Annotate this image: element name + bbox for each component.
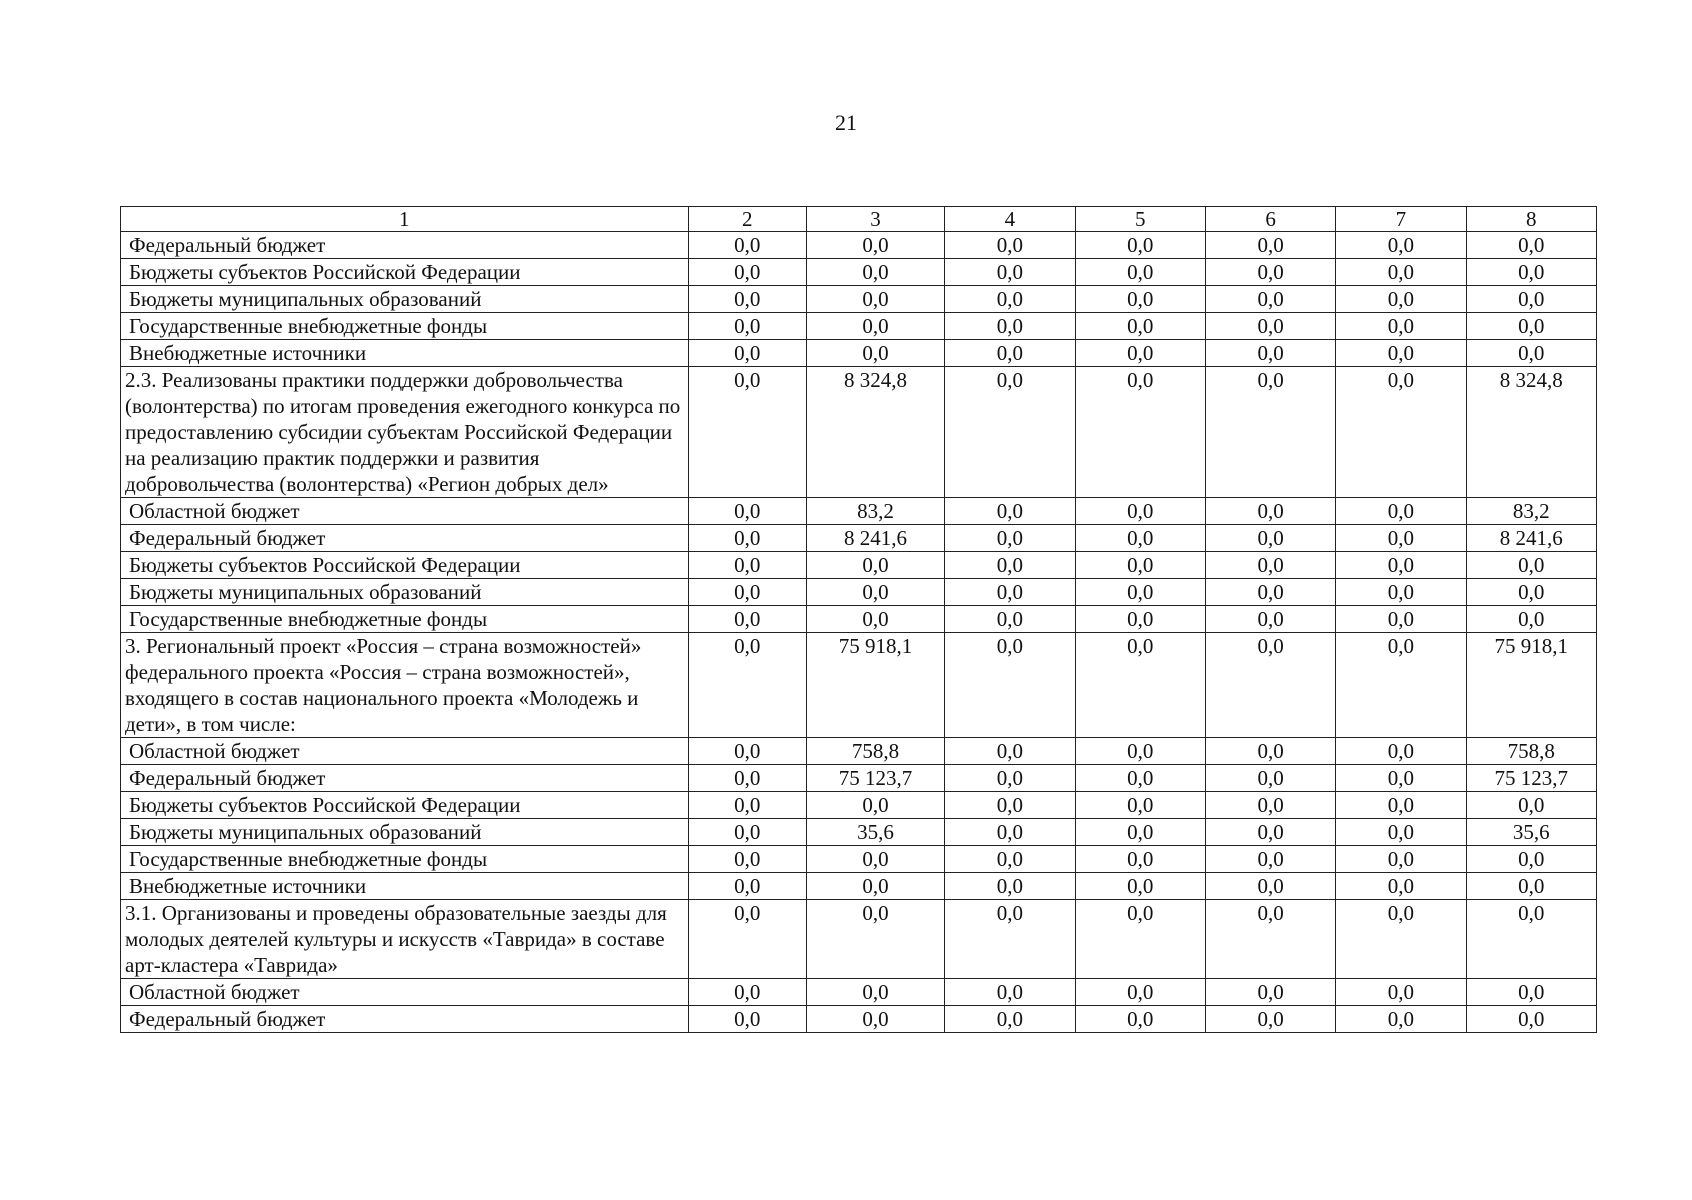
value-cell: 75 123,7 — [806, 765, 944, 792]
value-cell: 0,0 — [1466, 900, 1596, 979]
value-cell: 0,0 — [945, 873, 1075, 900]
value-cell: 0,0 — [1336, 498, 1466, 525]
value-cell: 0,0 — [1336, 340, 1466, 367]
value-cell: 0,0 — [806, 259, 944, 286]
value-cell: 0,0 — [688, 498, 806, 525]
value-cell: 8 241,6 — [806, 525, 944, 552]
value-cell: 0,0 — [688, 633, 806, 738]
table-section-row — [121, 900, 1597, 979]
value-cell: 0,0 — [1075, 765, 1205, 792]
value-cell: 8 324,8 — [1466, 367, 1596, 498]
value-cell: 0,0 — [945, 525, 1075, 552]
table-row — [121, 606, 1597, 633]
value-cell: 0,0 — [1466, 313, 1596, 340]
value-cell: 0,0 — [1205, 979, 1335, 1006]
value-cell: 0,0 — [688, 606, 806, 633]
value-cell: 0,0 — [1075, 633, 1205, 738]
budget-source-cell: Государственные внебюджетные фонды — [121, 313, 689, 340]
value-cell: 0,0 — [1336, 633, 1466, 738]
value-cell: 0,0 — [1205, 259, 1335, 286]
budget-source-cell: Внебюджетные источники — [121, 340, 689, 367]
value-cell: 0,0 — [945, 286, 1075, 313]
table-section-row — [121, 367, 1597, 498]
value-cell: 0,0 — [1075, 979, 1205, 1006]
value-cell: 0,0 — [806, 552, 944, 579]
value-cell: 0,0 — [1466, 552, 1596, 579]
budget-source-cell: Бюджеты муниципальных образований — [121, 286, 689, 313]
table-row — [121, 259, 1597, 286]
value-cell: 0,0 — [1466, 340, 1596, 367]
value-cell: 0,0 — [945, 738, 1075, 765]
table-body — [121, 232, 1597, 1033]
value-cell: 0,0 — [1075, 340, 1205, 367]
table-row — [121, 525, 1597, 552]
value-cell: 0,0 — [1336, 259, 1466, 286]
table-row — [121, 792, 1597, 819]
value-cell: 0,0 — [945, 552, 1075, 579]
value-cell: 35,6 — [806, 819, 944, 846]
value-cell: 0,0 — [1075, 286, 1205, 313]
budget-source-cell: Федеральный бюджет — [121, 1006, 689, 1033]
value-cell: 0,0 — [1205, 606, 1335, 633]
value-cell: 0,0 — [688, 579, 806, 606]
table-section-row — [121, 633, 1597, 738]
budget-source-cell: Областной бюджет — [121, 979, 689, 1006]
table-row — [121, 232, 1597, 259]
table-row — [121, 552, 1597, 579]
value-cell: 0,0 — [1075, 552, 1205, 579]
value-cell: 0,0 — [945, 606, 1075, 633]
section-title-cell: 3.1. Организованы и проведены образовательные заезды для молодых деятелей культуры и искусств «Таврида» в составе арт-кластера «Таврида» — [121, 900, 689, 979]
table-row — [121, 340, 1597, 367]
value-cell: 0,0 — [945, 367, 1075, 498]
value-cell: 75 918,1 — [1466, 633, 1596, 738]
value-cell: 0,0 — [1205, 846, 1335, 873]
budget-source-cell: Государственные внебюджетные фонды — [121, 846, 689, 873]
budget-source-cell: Бюджеты муниципальных образований — [121, 579, 689, 606]
value-cell: 758,8 — [1466, 738, 1596, 765]
value-cell: 0,0 — [1466, 1006, 1596, 1033]
budget-source-cell: Областной бюджет — [121, 738, 689, 765]
value-cell: 0,0 — [1205, 819, 1335, 846]
value-cell: 0,0 — [1205, 232, 1335, 259]
value-cell: 0,0 — [1205, 552, 1335, 579]
value-cell: 0,0 — [1205, 286, 1335, 313]
value-cell: 0,0 — [945, 979, 1075, 1006]
value-cell: 0,0 — [1466, 846, 1596, 873]
value-cell: 0,0 — [1466, 606, 1596, 633]
value-cell: 0,0 — [1075, 232, 1205, 259]
value-cell: 0,0 — [1466, 873, 1596, 900]
value-cell: 0,0 — [806, 340, 944, 367]
table-row — [121, 313, 1597, 340]
value-cell: 0,0 — [1075, 792, 1205, 819]
value-cell: 0,0 — [806, 313, 944, 340]
value-cell: 0,0 — [1336, 846, 1466, 873]
value-cell: 0,0 — [1336, 313, 1466, 340]
column-header: 1 — [121, 207, 689, 232]
value-cell: 0,0 — [688, 792, 806, 819]
value-cell: 83,2 — [1466, 498, 1596, 525]
column-header: 8 — [1466, 207, 1596, 232]
value-cell: 0,0 — [1075, 819, 1205, 846]
value-cell: 0,0 — [688, 819, 806, 846]
value-cell: 0,0 — [945, 846, 1075, 873]
value-cell: 0,0 — [1075, 606, 1205, 633]
value-cell: 0,0 — [688, 525, 806, 552]
value-cell: 0,0 — [688, 232, 806, 259]
value-cell: 0,0 — [688, 286, 806, 313]
value-cell: 83,2 — [806, 498, 944, 525]
column-header: 7 — [1336, 207, 1466, 232]
table-row — [121, 846, 1597, 873]
budget-source-cell: Государственные внебюджетные фонды — [121, 606, 689, 633]
value-cell: 0,0 — [1205, 765, 1335, 792]
value-cell: 0,0 — [806, 979, 944, 1006]
value-cell: 0,0 — [1075, 579, 1205, 606]
value-cell: 0,0 — [1075, 873, 1205, 900]
value-cell: 0,0 — [1336, 765, 1466, 792]
value-cell: 0,0 — [945, 765, 1075, 792]
value-cell: 0,0 — [1205, 900, 1335, 979]
value-cell: 0,0 — [1336, 232, 1466, 259]
value-cell: 0,0 — [945, 340, 1075, 367]
value-cell: 8 324,8 — [806, 367, 944, 498]
page-number: 21 — [835, 110, 857, 135]
value-cell: 0,0 — [945, 232, 1075, 259]
value-cell: 0,0 — [1205, 1006, 1335, 1033]
value-cell: 0,0 — [688, 900, 806, 979]
value-cell: 0,0 — [945, 1006, 1075, 1033]
value-cell: 0,0 — [1336, 606, 1466, 633]
value-cell: 0,0 — [688, 738, 806, 765]
value-cell: 0,0 — [945, 900, 1075, 979]
value-cell: 0,0 — [806, 232, 944, 259]
value-cell: 0,0 — [1075, 1006, 1205, 1033]
budget-source-cell: Федеральный бюджет — [121, 765, 689, 792]
value-cell: 0,0 — [806, 1006, 944, 1033]
value-cell: 0,0 — [688, 552, 806, 579]
value-cell: 0,0 — [1466, 259, 1596, 286]
value-cell: 0,0 — [806, 579, 944, 606]
table-row — [121, 738, 1597, 765]
value-cell: 0,0 — [1336, 367, 1466, 498]
value-cell: 0,0 — [806, 286, 944, 313]
value-cell: 0,0 — [688, 367, 806, 498]
budget-source-cell: Бюджеты субъектов Российской Федерации — [121, 792, 689, 819]
value-cell: 0,0 — [1336, 792, 1466, 819]
table-row — [121, 819, 1597, 846]
value-cell: 0,0 — [1336, 819, 1466, 846]
value-cell: 0,0 — [806, 792, 944, 819]
value-cell: 0,0 — [1205, 367, 1335, 498]
value-cell: 0,0 — [1075, 498, 1205, 525]
value-cell: 0,0 — [1336, 900, 1466, 979]
value-cell: 0,0 — [688, 313, 806, 340]
section-title-cell: 2.3. Реализованы практики поддержки добровольчества (волонтерства) по итогам проведения ежегодного конкурса по предоставлению субсидии субъектам Российской Федерации на реализацию практик поддержки и развития добровольчества (волонтерства) «Регион добрых дел» — [121, 367, 689, 498]
budget-source-cell: Областной бюджет — [121, 498, 689, 525]
value-cell: 0,0 — [1466, 792, 1596, 819]
budget-source-cell: Федеральный бюджет — [121, 525, 689, 552]
value-cell: 8 241,6 — [1466, 525, 1596, 552]
value-cell: 0,0 — [1075, 846, 1205, 873]
header-row — [121, 207, 1597, 232]
value-cell: 0,0 — [1205, 738, 1335, 765]
value-cell: 0,0 — [1205, 340, 1335, 367]
value-cell: 0,0 — [1075, 900, 1205, 979]
table-row — [121, 765, 1597, 792]
value-cell: 0,0 — [1336, 979, 1466, 1006]
value-cell: 0,0 — [945, 259, 1075, 286]
budget-table — [120, 206, 1597, 1033]
value-cell: 0,0 — [1075, 367, 1205, 498]
value-cell: 0,0 — [1336, 286, 1466, 313]
value-cell: 758,8 — [806, 738, 944, 765]
value-cell: 35,6 — [1466, 819, 1596, 846]
value-cell: 0,0 — [945, 498, 1075, 525]
value-cell: 0,0 — [1466, 232, 1596, 259]
value-cell: 0,0 — [945, 313, 1075, 340]
column-header: 5 — [1075, 207, 1205, 232]
value-cell: 0,0 — [1336, 579, 1466, 606]
value-cell: 0,0 — [1205, 633, 1335, 738]
table-row — [121, 1006, 1597, 1033]
value-cell: 0,0 — [806, 846, 944, 873]
value-cell: 0,0 — [688, 1006, 806, 1033]
budget-source-cell: Федеральный бюджет — [121, 232, 689, 259]
value-cell: 75 123,7 — [1466, 765, 1596, 792]
value-cell: 0,0 — [688, 765, 806, 792]
value-cell: 0,0 — [1075, 738, 1205, 765]
value-cell: 0,0 — [806, 606, 944, 633]
value-cell: 0,0 — [1205, 313, 1335, 340]
value-cell: 0,0 — [945, 633, 1075, 738]
value-cell: 0,0 — [688, 259, 806, 286]
section-title-cell: 3. Региональный проект «Россия – страна возможностей» федерального проекта «Россия – страна возможностей», входящего в состав национального проекта «Молодежь и дети», в том числе: — [121, 633, 689, 738]
value-cell: 0,0 — [1205, 498, 1335, 525]
column-header: 6 — [1205, 207, 1335, 232]
value-cell: 0,0 — [806, 900, 944, 979]
table-row — [121, 873, 1597, 900]
table-row — [121, 498, 1597, 525]
value-cell: 75 918,1 — [806, 633, 944, 738]
value-cell: 0,0 — [1336, 525, 1466, 552]
value-cell: 0,0 — [945, 819, 1075, 846]
value-cell: 0,0 — [806, 873, 944, 900]
value-cell: 0,0 — [1466, 579, 1596, 606]
value-cell: 0,0 — [1466, 286, 1596, 313]
table-row — [121, 286, 1597, 313]
value-cell: 0,0 — [688, 873, 806, 900]
value-cell: 0,0 — [1075, 259, 1205, 286]
budget-source-cell: Бюджеты субъектов Российской Федерации — [121, 259, 689, 286]
value-cell: 0,0 — [1205, 579, 1335, 606]
column-header: 2 — [688, 207, 806, 232]
column-header: 3 — [806, 207, 944, 232]
value-cell: 0,0 — [1205, 873, 1335, 900]
value-cell: 0,0 — [1336, 1006, 1466, 1033]
value-cell: 0,0 — [1466, 979, 1596, 1006]
budget-source-cell: Внебюджетные источники — [121, 873, 689, 900]
table-row — [121, 579, 1597, 606]
budget-source-cell: Бюджеты субъектов Российской Федерации — [121, 552, 689, 579]
value-cell: 0,0 — [688, 340, 806, 367]
value-cell: 0,0 — [1336, 552, 1466, 579]
value-cell: 0,0 — [945, 579, 1075, 606]
value-cell: 0,0 — [945, 792, 1075, 819]
value-cell: 0,0 — [688, 979, 806, 1006]
table-row — [121, 979, 1597, 1006]
value-cell: 0,0 — [1336, 738, 1466, 765]
budget-source-cell: Бюджеты муниципальных образований — [121, 819, 689, 846]
value-cell: 0,0 — [1075, 313, 1205, 340]
column-header: 4 — [945, 207, 1075, 232]
value-cell: 0,0 — [1205, 525, 1335, 552]
value-cell: 0,0 — [1336, 873, 1466, 900]
value-cell: 0,0 — [688, 846, 806, 873]
value-cell: 0,0 — [1075, 525, 1205, 552]
value-cell: 0,0 — [1205, 792, 1335, 819]
